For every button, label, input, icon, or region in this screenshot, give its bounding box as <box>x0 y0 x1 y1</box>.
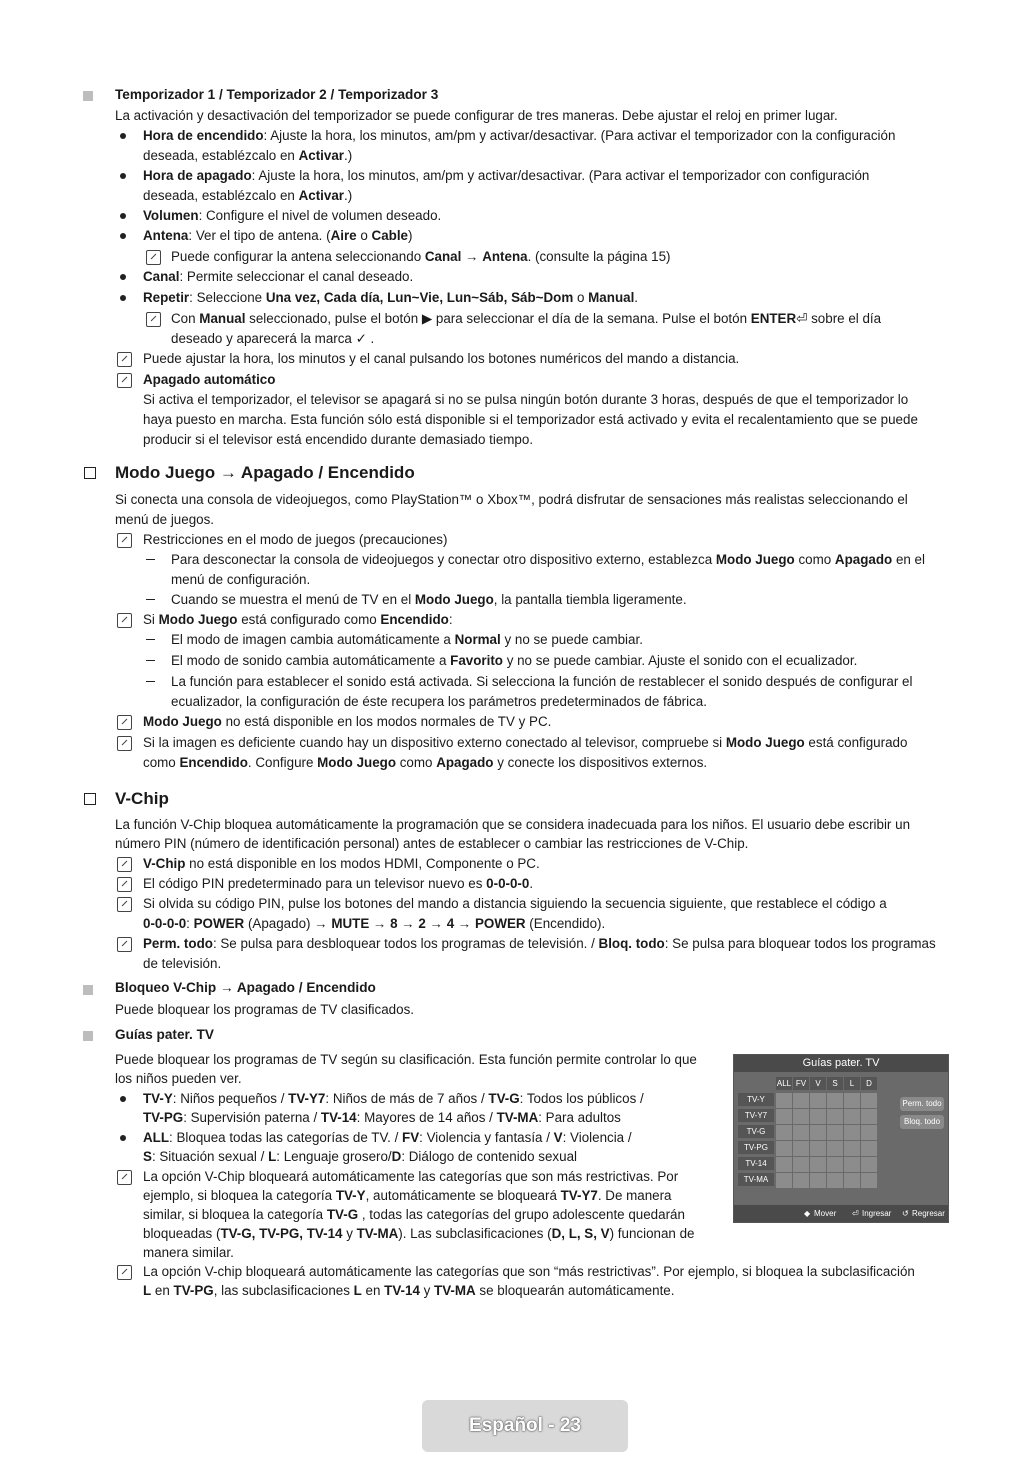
section-bullet <box>83 985 93 995</box>
vchip-n3b: 0-0-0-0: POWER (Apagado) → MUTE → 8 → 2 → 4 → POWER (Encendido). <box>143 916 606 931</box>
screen-grid-cell[interactable] <box>776 1093 792 1108</box>
vchip-intro-2: número PIN (número de identificación personal) antes de establecer o cambiar las restricciones de V-Chip. <box>115 836 749 851</box>
auto-off-title: Apagado automático <box>143 372 276 387</box>
screen-grid-cell[interactable] <box>861 1109 877 1124</box>
screen-grid-cell[interactable] <box>861 1157 877 1172</box>
dash <box>146 599 155 600</box>
screen-grid-cell[interactable] <box>844 1157 860 1172</box>
screen-col-header: L <box>844 1077 860 1090</box>
screen-grid-cell[interactable] <box>776 1109 792 1124</box>
antenna-note: Puede configurar la antena seleccionando Canal → Antena. (consulte la página 15) <box>171 249 671 264</box>
screen-grid-cell[interactable] <box>844 1125 860 1140</box>
note-icon <box>117 373 132 388</box>
game-r2: Cuando se muestra el menú de TV en el Modo Juego, la pantalla tiembla ligeramente. <box>171 592 687 607</box>
screen-grid-cell[interactable] <box>861 1141 877 1156</box>
screen-grid-cell[interactable] <box>776 1157 792 1172</box>
game-m3b: ecualizador, la configuración de éste recupera los parámetros predeterminados de fábrica. <box>171 694 707 709</box>
game-r1b: menú de configuración. <box>171 572 311 587</box>
move-label: Mover <box>814 1209 837 1218</box>
game-m2: El modo de sonido cambia automáticamente a Favorito y no se puede cambiar. Ajuste el sonido con el ecualizador. <box>171 653 858 668</box>
screen-col-header: S <box>827 1077 843 1090</box>
screen-grid-cell[interactable] <box>844 1093 860 1108</box>
bullet <box>120 1135 126 1141</box>
bullet <box>120 274 126 280</box>
screen-grid-cell[interactable] <box>810 1093 826 1108</box>
game-na: Modo Juego no está disponible en los modos normales de TV y PC. <box>143 714 552 729</box>
screen-grid-cell[interactable] <box>827 1157 843 1172</box>
screen-title: Guías pater. TV <box>734 1055 948 1072</box>
off-time-line2: deseada, establézcalo en Activar.) <box>143 188 353 203</box>
tv-guides-title: Guías pater. TV <box>115 1027 214 1042</box>
vchip-n4c: de televisión. <box>143 956 222 971</box>
option-1: La opción V-Chip bloqueará automáticamente las categorías que son más restrictivas. Por <box>143 1169 679 1184</box>
screen-row-header[interactable]: TV-MA <box>738 1173 774 1186</box>
note-icon <box>117 352 132 367</box>
screen-grid-cell[interactable] <box>793 1173 809 1188</box>
screen-grid-cell[interactable] <box>810 1109 826 1124</box>
option-4: bloqueadas (TV-G, TV-PG, TV-14 y TV-MA). Las subclasificaciones (D, L, S, V) funcionan de <box>143 1226 695 1241</box>
game-restrictions: Restricciones en el modo de juegos (precauciones) <box>143 532 448 547</box>
perm-all-button[interactable]: Perm. todo <box>900 1097 944 1111</box>
screen-grid-cell[interactable] <box>776 1173 792 1188</box>
block-all-button[interactable]: Bloq. todo <box>900 1115 944 1129</box>
game-m3: La función para establecer el sonido está activada. Si selecciona la función de restablecer el sonido después de configurar el <box>171 674 913 689</box>
option-p1: La opción V-chip bloqueará automáticamente las categorías que son “más restrictivas”. Por ejemplo, si bloquea la subclasificación <box>143 1264 915 1279</box>
screen-col-header: FV <box>793 1077 809 1090</box>
bullet <box>120 173 126 179</box>
screen-row-header[interactable]: TV-PG <box>738 1141 774 1154</box>
dash <box>146 681 155 682</box>
guides-1: Puede bloquear los programas de TV según su clasificación. Esta función permite controlar lo que <box>115 1052 697 1067</box>
dash <box>146 639 155 640</box>
section-bullet <box>83 1031 93 1041</box>
screen-grid-cell[interactable] <box>861 1093 877 1108</box>
game-on-note: Si Modo Juego está configurado como Encendido: <box>143 612 453 627</box>
guides-2: los niños pueden ver. <box>115 1071 242 1086</box>
screen-grid-cell[interactable] <box>793 1109 809 1124</box>
vchip-n4: Perm. todo: Se pulsa para desbloquear todos los programas de televisión. / Bloq. todo: Se pulsa para bloquear todos los programas <box>143 936 936 951</box>
off-time-line: Hora de apagado: Ajuste la hora, los minutos, am/pm y activar/desactivar. (Para activar el temporizador con configuración <box>143 168 870 183</box>
auto-off-3: producir si el televisor está encendido durante demasiado tiempo. <box>143 432 534 447</box>
vchip-n3: Si olvida su código PIN, pulse los botones del mando a distancia siguiendo la secuencia siguiente, que restablece el código a <box>143 896 887 911</box>
volume-line: Volumen: Configure el nivel de volumen deseado. <box>143 208 442 223</box>
game-m1: El modo de imagen cambia automáticamente a Normal y no se puede cambiar. <box>171 632 643 647</box>
dash <box>146 559 155 560</box>
screen-grid-cell[interactable] <box>776 1141 792 1156</box>
screen-grid-cell[interactable] <box>810 1157 826 1172</box>
game-mode-title: Modo Juego → Apagado / Encendido <box>115 463 415 482</box>
bullet <box>120 1096 126 1102</box>
game-intro-1: Si conecta una consola de videojuegos, como PlayStation™ o Xbox™, podrá disfrutar de sensaciones más realistas seleccionando el <box>115 492 908 507</box>
screen-grid-cell[interactable] <box>827 1093 843 1108</box>
screen-grid-cell[interactable] <box>827 1109 843 1124</box>
note-icon <box>117 897 132 912</box>
screen-col-header: V <box>810 1077 826 1090</box>
option-2: ejemplo, si bloquea la categoría TV-Y, automáticamente se bloqueará TV-Y7. De manera <box>143 1188 672 1203</box>
note-icon <box>146 250 161 265</box>
screen-footer <box>734 1205 948 1222</box>
screen-grid-cell[interactable] <box>844 1173 860 1188</box>
screen-grid-cell[interactable] <box>827 1125 843 1140</box>
repeat-note2: deseado y aparecerá la marca ✓ . <box>171 331 375 346</box>
channel-line: Canal: Permite seleccionar el canal deseado. <box>143 269 414 284</box>
page-footer <box>422 1400 628 1452</box>
timer-title: Temporizador 1 / Temporizador 2 / Temporizador 3 <box>115 87 439 102</box>
ratings-2: TV-PG: Supervisión paterna / TV-14: Mayores de 14 años / TV-MA: Para adultos <box>143 1110 621 1125</box>
note-icon <box>117 613 132 628</box>
page-number: Español - 23 <box>469 1415 581 1436</box>
screen-row-header[interactable]: TV-Y <box>738 1093 774 1106</box>
game-n2: Si la imagen es deficiente cuando hay un dispositivo externo conectado al televisor, compruebe si Modo Juego está configurado <box>143 735 908 750</box>
screen-grid-cell[interactable] <box>827 1173 843 1188</box>
option-3: similar, si bloquea la categoría TV-G , todas las categorías del grupo adolescente quedarán <box>143 1207 685 1222</box>
antenna-line: Antena: Ver el tipo de antena. (Aire o Cable) <box>143 228 413 243</box>
adjust-note: Puede ajustar la hora, los minutos y el canal pulsando los botones numéricos del mando a distancia. <box>143 351 740 366</box>
vchip-block-text: Puede bloquear los programas de TV clasificados. <box>115 1002 414 1017</box>
vchip-title: V-Chip <box>115 789 169 808</box>
screen-grid-cell[interactable] <box>844 1109 860 1124</box>
repeat-line: Repetir: Seleccione Una vez, Cada día, Lun~Vie, Lun~Sáb, Sáb~Dom o Manual. <box>143 290 639 305</box>
note-icon <box>117 715 132 730</box>
option-p2: L en TV-PG, las subclasificaciones L en TV-14 y TV-MA se bloquearán automáticamente. <box>143 1283 675 1298</box>
vchip-block-title: Bloqueo V-Chip → Apagado / Encendido <box>115 980 376 995</box>
screen-grid-cell[interactable] <box>793 1125 809 1140</box>
screen-grid-cell[interactable] <box>861 1173 877 1188</box>
subratings-1: ALL: Bloquea todas las categorías de TV. / FV: Violencia y fantasía / V: Violencia / <box>143 1130 632 1145</box>
return-label: Regresar <box>912 1209 945 1218</box>
timer-intro: La activación y desactivación del temporizador se puede configurar de tres maneras. Debe ajustar el reloj en primer lugar. <box>115 108 838 123</box>
section-checkbox-icon <box>84 793 96 805</box>
bullet <box>120 133 126 139</box>
vchip-intro-1: La función V-Chip bloquea automáticamente la programación que se considera inadecuada para los niños. El usuario debe escribir un <box>115 817 911 832</box>
subratings-2: S: Situación sexual / L: Lenguaje grosero/D: Diálogo de contenido sexual <box>143 1149 577 1164</box>
option-5: manera similar. <box>143 1245 234 1260</box>
screen-grid-cell[interactable] <box>810 1125 826 1140</box>
screen-grid-cell[interactable] <box>861 1125 877 1140</box>
auto-off-2: haya puesto en marcha. Esta función sólo está disponible si el temporizador está activado y evita el recalentamiento que se puede <box>143 412 918 427</box>
on-time-line2: deseada, establézcalo en Activar.) <box>143 148 353 163</box>
auto-off-1: Si activa el temporizador, el televisor se apagará si no se pulsa ningún botón durante 3 horas, después de que el temporizador lo <box>143 392 909 407</box>
enter-icon: ⏎ <box>852 1209 859 1218</box>
screen-grid-cell[interactable] <box>844 1141 860 1156</box>
screen-grid-cell[interactable] <box>810 1173 826 1188</box>
screen-row-header[interactable]: TV-14 <box>738 1157 774 1170</box>
screen-grid-cell[interactable] <box>827 1141 843 1156</box>
note-icon <box>117 533 132 548</box>
screen-grid-cell[interactable] <box>776 1125 792 1140</box>
screen-col-header: ALL <box>776 1079 792 1088</box>
screen-grid-cell[interactable] <box>810 1141 826 1156</box>
section-bullet <box>83 91 93 101</box>
screen-row-header[interactable]: TV-Y7 <box>738 1109 774 1122</box>
section-checkbox-icon <box>84 467 96 479</box>
note-icon <box>146 312 161 327</box>
screen-row-header[interactable]: TV-G <box>738 1125 774 1138</box>
screen-grid-cell[interactable] <box>793 1141 809 1156</box>
bullet <box>120 213 126 219</box>
vchip-n1: V-Chip no está disponible en los modos HDMI, Componente o PC. <box>143 856 540 871</box>
dash <box>146 660 155 661</box>
tv-guides-screen <box>733 1054 949 1223</box>
screen-grid-cell[interactable] <box>793 1157 809 1172</box>
screen-col-header: D <box>861 1077 877 1090</box>
repeat-note: Con Manual seleccionado, pulse el botón ▶ para seleccionar el día de la semana. Pulse el botón ENTER⏎ sobre el día <box>171 311 882 326</box>
on-time-line: Hora de encendido: Ajuste la hora, los minutos, am/pm y activar/desactivar. (Para activar el temporizador con la configuración <box>143 128 896 143</box>
return-icon: ↺ <box>902 1209 909 1218</box>
vchip-n2: El código PIN predeterminado para un televisor nuevo es 0-0-0-0. <box>143 876 534 891</box>
ratings-1: TV-Y: Niños pequeños / TV-Y7: Niños de más de 7 años / TV-G: Todos los públicos / <box>143 1091 644 1106</box>
game-intro-2: menú de juegos. <box>115 512 215 527</box>
game-r1: Para desconectar la consola de videojuegos y conectar otro dispositivo externo, establezca Modo Juego como Apagado en el <box>171 552 925 567</box>
note-icon <box>117 877 132 892</box>
note-icon <box>117 1170 132 1185</box>
screen-grid-cell[interactable] <box>793 1093 809 1108</box>
note-icon <box>117 1265 132 1280</box>
note-icon <box>117 857 132 872</box>
enter-icon: ⏎ <box>796 311 808 326</box>
game-n2c: como Encendido. Configure Modo Juego como Apagado y conecte los dispositivos externos. <box>143 755 708 770</box>
note-icon <box>117 736 132 751</box>
move-icon: ◆ <box>804 1209 811 1218</box>
enter-label: Ingresar <box>862 1209 892 1218</box>
bullet <box>120 233 126 239</box>
bullet <box>120 295 126 301</box>
note-icon <box>117 937 132 952</box>
